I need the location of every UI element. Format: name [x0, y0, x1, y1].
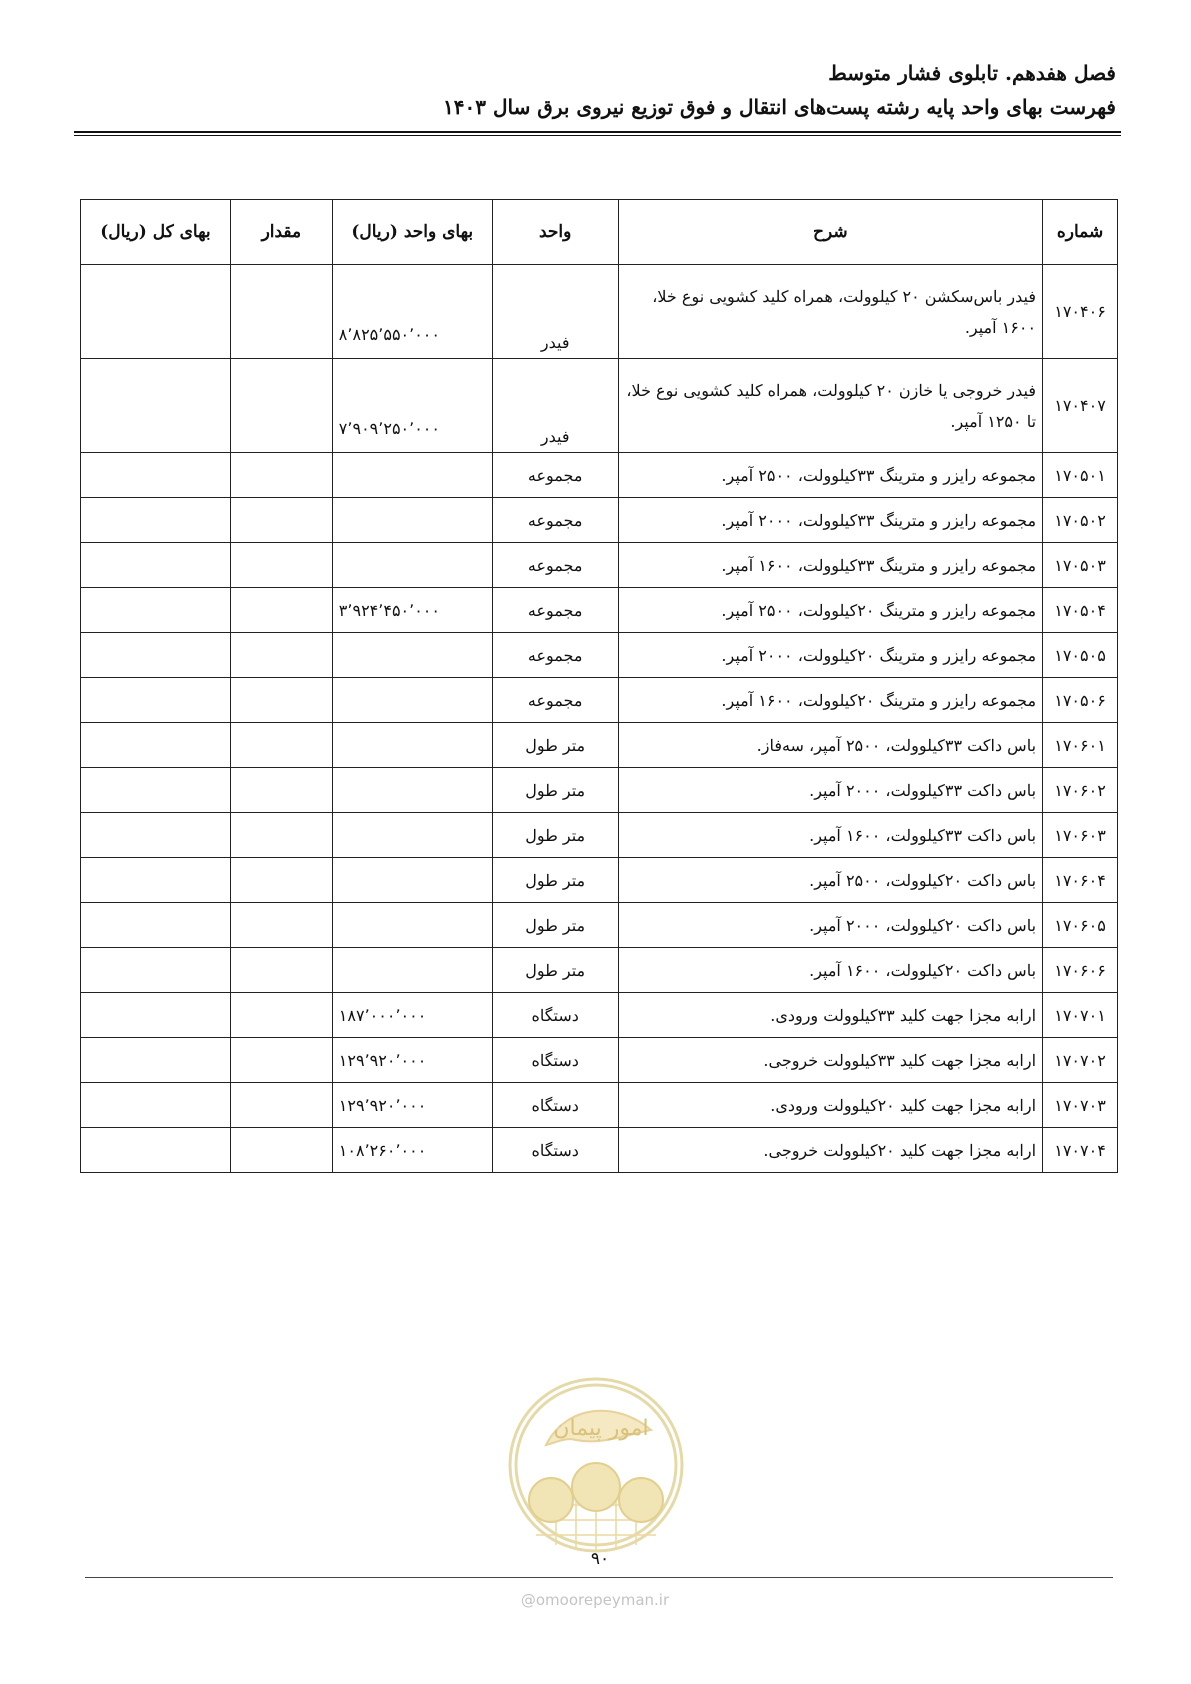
row-number: ۱۷۰۷۰۴	[1043, 1128, 1118, 1173]
row-number: ۱۷۰۷۰۲	[1043, 1038, 1118, 1083]
row-description: باس داکت ۳۳کیلوولت، ۲۰۰۰ آمپر.	[618, 768, 1042, 813]
row-description: مجموعه رایزر و مترینگ ۲۰کیلوولت، ۲۰۰۰ آمپر.	[618, 633, 1042, 678]
table-row	[81, 948, 1118, 993]
row-description: ارابه مجزا جهت کلید ۲۰کیلوولت خروجی.	[618, 1128, 1042, 1173]
row-number: ۱۷۰۴۰۷	[1043, 359, 1118, 453]
row-quantity	[230, 993, 332, 1038]
row-number: ۱۷۰۵۰۳	[1043, 543, 1118, 588]
table-row	[81, 768, 1118, 813]
row-unit: متر طول	[492, 768, 618, 813]
row-unit: متر طول	[492, 948, 618, 993]
row-description: باس داکت ۲۰کیلوولت، ۲۵۰۰ آمپر.	[618, 858, 1042, 903]
table-row	[81, 1128, 1118, 1173]
row-unit: دستگاه	[492, 1038, 618, 1083]
row-unit: مجموعه	[492, 588, 618, 633]
price-list-table	[80, 199, 1118, 1173]
footer-rule	[85, 1577, 1113, 1578]
row-quantity	[230, 265, 332, 359]
row-unit-price	[332, 903, 492, 948]
row-quantity	[230, 678, 332, 723]
row-quantity	[230, 1128, 332, 1173]
row-unit-price	[332, 768, 492, 813]
row-number: ۱۷۰۵۰۲	[1043, 498, 1118, 543]
row-unit: فیدر	[492, 359, 618, 453]
table-row	[81, 813, 1118, 858]
row-unit-price: ۳٬۹۲۴٬۴۵۰٬۰۰۰	[332, 588, 492, 633]
row-unit-price: ۱۲۹٬۹۲۰٬۰۰۰	[332, 1083, 492, 1128]
logo-lettering: امور پیمان	[553, 1416, 649, 1441]
row-quantity	[230, 858, 332, 903]
table-row	[81, 498, 1118, 543]
row-number: ۱۷۰۵۰۴	[1043, 588, 1118, 633]
row-quantity	[230, 453, 332, 498]
row-number: ۱۷۰۵۰۶	[1043, 678, 1118, 723]
row-unit: مجموعه	[492, 453, 618, 498]
row-total	[81, 948, 231, 993]
row-number: ۱۷۰۷۰۱	[1043, 993, 1118, 1038]
row-description: مجموعه رایزر و مترینگ ۳۳کیلوولت، ۲۰۰۰ آمپر.	[618, 498, 1042, 543]
table-row	[81, 588, 1118, 633]
table-row	[81, 359, 1118, 453]
row-unit: متر طول	[492, 903, 618, 948]
row-description: فیدر خروجی یا خازن ۲۰ کیلوولت، همراه کلید کشویی نوع خلا، تا ۱۲۵۰ آمپر.	[618, 359, 1042, 453]
row-unit-price	[332, 858, 492, 903]
header-quantity: مقدار	[230, 200, 332, 265]
row-number: ۱۷۰۷۰۳	[1043, 1083, 1118, 1128]
row-quantity	[230, 1038, 332, 1083]
row-total	[81, 813, 231, 858]
row-total	[81, 359, 231, 453]
row-unit-price: ۸٬۸۲۵٬۵۵۰٬۰۰۰	[332, 265, 492, 359]
row-unit-price	[332, 813, 492, 858]
row-description: ارابه مجزا جهت کلید ۳۳کیلوولت ورودی.	[618, 993, 1042, 1038]
row-total	[81, 498, 231, 543]
row-unit-price	[332, 543, 492, 588]
table-row	[81, 265, 1118, 359]
row-number: ۱۷۰۵۰۵	[1043, 633, 1118, 678]
row-total	[81, 723, 231, 768]
row-unit-price	[332, 453, 492, 498]
row-unit-price: ۱۲۹٬۹۲۰٬۰۰۰	[332, 1038, 492, 1083]
row-unit: مجموعه	[492, 498, 618, 543]
row-description: باس داکت ۳۳کیلوولت، ۲۵۰۰ آمپر، سه‌فاز.	[618, 723, 1042, 768]
row-quantity	[230, 588, 332, 633]
row-description: فیدر باس‌سکشن ۲۰ کیلوولت، همراه کلید کشویی نوع خلا، ۱۶۰۰ آمپر.	[618, 265, 1042, 359]
chapter-title: فصل هفدهم. تابلوی فشار متوسط	[828, 61, 1116, 85]
row-description: مجموعه رایزر و مترینگ ۳۳کیلوولت، ۱۶۰۰ آمپر.	[618, 543, 1042, 588]
watermark-logo	[506, 1375, 686, 1555]
table-row	[81, 633, 1118, 678]
row-number: ۱۷۰۵۰۱	[1043, 453, 1118, 498]
row-number: ۱۷۰۶۰۲	[1043, 768, 1118, 813]
table-row	[81, 858, 1118, 903]
row-unit: متر طول	[492, 858, 618, 903]
table-row	[81, 723, 1118, 768]
document-subtitle: فهرست بهای واحد پایه رشته پست‌های انتقال و فوق توزیع نیروی برق سال ۱۴۰۳	[443, 95, 1116, 119]
row-total	[81, 993, 231, 1038]
row-quantity	[230, 543, 332, 588]
row-total	[81, 858, 231, 903]
row-description: ارابه مجزا جهت کلید ۳۳کیلوولت خروجی.	[618, 1038, 1042, 1083]
row-unit-price	[332, 723, 492, 768]
row-quantity	[230, 633, 332, 678]
row-total	[81, 678, 231, 723]
row-quantity	[230, 498, 332, 543]
table-row	[81, 453, 1118, 498]
table-header-row	[81, 200, 1118, 265]
row-total	[81, 1038, 231, 1083]
row-quantity	[230, 359, 332, 453]
row-quantity	[230, 813, 332, 858]
row-unit-price	[332, 678, 492, 723]
row-number: ۱۷۰۶۰۳	[1043, 813, 1118, 858]
row-total	[81, 453, 231, 498]
row-description: مجموعه رایزر و مترینگ ۲۰کیلوولت، ۲۵۰۰ آمپر.	[618, 588, 1042, 633]
row-description: باس داکت ۲۰کیلوولت، ۱۶۰۰ آمپر.	[618, 948, 1042, 993]
header-unit: واحد	[492, 200, 618, 265]
header-total: بهای کل (ریال)	[81, 200, 231, 265]
row-quantity	[230, 948, 332, 993]
header-rule-thick	[74, 131, 1121, 133]
header-number: شماره	[1043, 200, 1118, 265]
row-total	[81, 588, 231, 633]
row-total	[81, 1083, 231, 1128]
row-total	[81, 903, 231, 948]
row-unit: دستگاه	[492, 1128, 618, 1173]
table-row	[81, 1038, 1118, 1083]
row-unit: دستگاه	[492, 993, 618, 1038]
row-description: باس داکت ۲۰کیلوولت، ۲۰۰۰ آمپر.	[618, 903, 1042, 948]
row-number: ۱۷۰۶۰۶	[1043, 948, 1118, 993]
page-number: ۹۰	[590, 1549, 610, 1569]
row-quantity	[230, 768, 332, 813]
row-description: مجموعه رایزر و مترینگ ۳۳کیلوولت، ۲۵۰۰ آمپر.	[618, 453, 1042, 498]
table-row	[81, 993, 1118, 1038]
table-row	[81, 903, 1118, 948]
row-total	[81, 543, 231, 588]
row-unit: دستگاه	[492, 1083, 618, 1128]
row-unit: فیدر	[492, 265, 618, 359]
row-number: ۱۷۰۶۰۱	[1043, 723, 1118, 768]
row-unit: متر طول	[492, 813, 618, 858]
row-quantity	[230, 1083, 332, 1128]
page-header	[66, 56, 1116, 124]
row-total	[81, 1128, 231, 1173]
row-unit-price: ۱۸۷٬۰۰۰٬۰۰۰	[332, 993, 492, 1038]
row-unit: متر طول	[492, 723, 618, 768]
row-unit-price: ۱۰۸٬۲۶۰٬۰۰۰	[332, 1128, 492, 1173]
header-description: شرح	[618, 200, 1042, 265]
row-total	[81, 633, 231, 678]
table-row	[81, 678, 1118, 723]
row-unit-price	[332, 498, 492, 543]
row-unit-price: ۷٬۹۰۹٬۲۵۰٬۰۰۰	[332, 359, 492, 453]
table-row	[81, 543, 1118, 588]
table-row	[81, 1083, 1118, 1128]
row-number: ۱۷۰۶۰۴	[1043, 858, 1118, 903]
row-unit: مجموعه	[492, 633, 618, 678]
row-unit: مجموعه	[492, 543, 618, 588]
watermark-site: @omoorepeyman.ir	[520, 1591, 670, 1609]
row-number: ۱۷۰۴۰۶	[1043, 265, 1118, 359]
row-unit: مجموعه	[492, 678, 618, 723]
row-number: ۱۷۰۶۰۵	[1043, 903, 1118, 948]
row-description: مجموعه رایزر و مترینگ ۲۰کیلوولت، ۱۶۰۰ آمپر.	[618, 678, 1042, 723]
row-unit-price	[332, 633, 492, 678]
row-total	[81, 768, 231, 813]
row-unit-price	[332, 948, 492, 993]
header-rule-thin	[74, 135, 1121, 136]
row-total	[81, 265, 231, 359]
row-quantity	[230, 903, 332, 948]
row-description: ارابه مجزا جهت کلید ۲۰کیلوولت ورودی.	[618, 1083, 1042, 1128]
row-description: باس داکت ۳۳کیلوولت، ۱۶۰۰ آمپر.	[618, 813, 1042, 858]
header-unit-price: بهای واحد (ریال)	[332, 200, 492, 265]
row-quantity	[230, 723, 332, 768]
